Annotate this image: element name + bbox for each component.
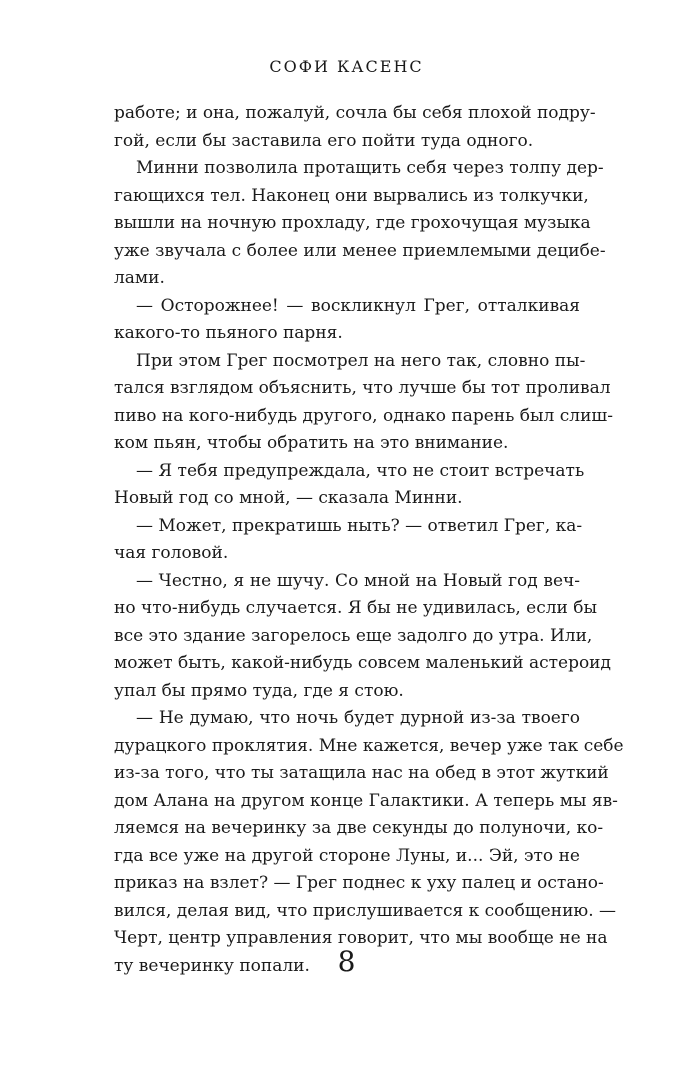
text-line: ком пьян, чтобы обратить на это внимание. (114, 433, 509, 453)
text-line: может быть, какой-нибудь совсем маленький астероид (114, 653, 611, 673)
text-line: дом Алана на другом конце Галактики. А теперь мы яв- (114, 790, 618, 811)
text-line: вился, делая вид, что прислушивается к сообщению. — (114, 900, 617, 921)
text-line: тался взглядом объяснить, что лучше бы тот проливал (114, 378, 611, 398)
text-line: — Не думаю, что ночь будет дурной из-за твоего (136, 708, 580, 728)
text-line: уже звучала с более или менее приемлемыми децибе- (114, 240, 606, 261)
text-line: гда все уже на другой стороне Луны, и... Эй, это не (114, 845, 580, 866)
text-line: какого-то пьяного парня. (114, 323, 343, 343)
text-line: вышли на ночную прохладу, где грохочущая музыка (114, 213, 591, 233)
body-text (114, 100, 624, 980)
text-line: Новый год со мной, — сказала Минни. (114, 488, 463, 508)
text-line: приказ на взлет? — Грег поднес к уху палец и остано- (114, 873, 604, 893)
text-line: из-за того, что ты затащила нас на обед в этот жуткий (114, 763, 609, 783)
text-line: — Осторожнее! — воскликнул Грег, отталкивая (136, 295, 580, 316)
text-line: гающихся тел. Наконец они вырвались из толкучки, (114, 185, 589, 206)
text-line: гой, если бы заставила его пойти туда одного. (114, 130, 534, 151)
text-line: работе; и она, пожалуй, сочла бы себя плохой подру- (114, 103, 596, 123)
text-line: все это здание загорелось еще задолго до утра. Или, (114, 625, 593, 646)
text-line: ту вечеринку попали. (114, 955, 310, 976)
text-line: пиво на кого-нибудь другого, однако парень был слиш- (114, 405, 613, 426)
text-line: лами. (114, 268, 165, 288)
text-line: — Я тебя предупреждала, что не стоит встречать (136, 460, 585, 481)
page-number: 8 (337, 945, 356, 978)
text-line: чая головой. (114, 543, 229, 563)
text-line: Черт, центр управления говорит, что мы вообще не на (114, 928, 608, 948)
text-line: При этом Грег посмотрел на него так, словно пы- (136, 350, 586, 371)
running-header: СОФИ КАСЕНС (269, 57, 424, 76)
text-line: упал бы прямо туда, где я стою. (114, 680, 404, 701)
text-line: — Может, прекратишь ныть? — ответил Грег, ка- (136, 515, 583, 536)
text-line: Минни позволила протащить себя через толпу дер- (136, 158, 604, 178)
text-line: но что-нибудь случается. Я бы не удивилась, если бы (114, 598, 598, 618)
text-line: — Честно, я не шучу. Со мной на Новый год веч- (136, 570, 580, 591)
text-line: ляемся на вечеринку за две секунды до полуночи, ко- (114, 818, 604, 838)
text-line: дурацкого проклятия. Мне кажется, вечер уже так себе (114, 735, 624, 756)
